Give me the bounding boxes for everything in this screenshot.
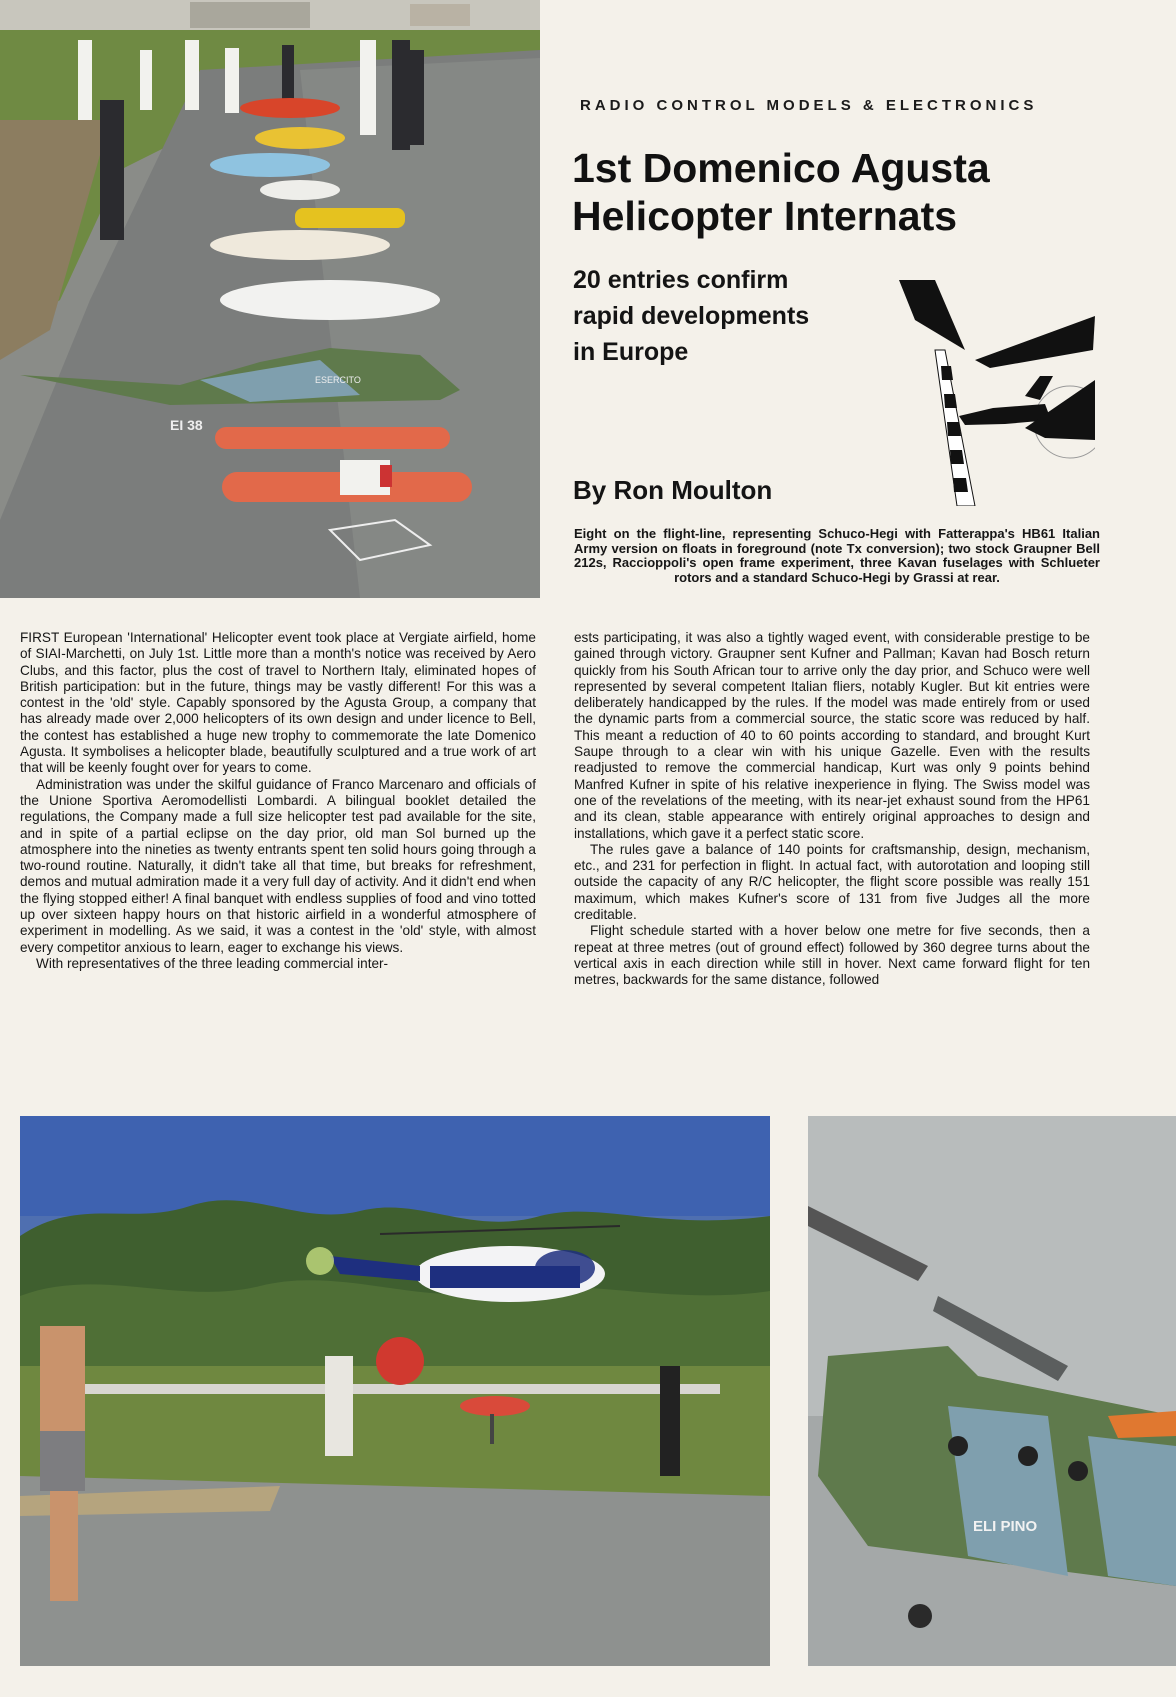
body-paragraph: FIRST European 'International' Helicopter event took place at Vergiate airfield, home of SIAI-Marchetti, on July 1st. Little more than a month's notice was received by Aero Clubs, and this factor, plus the cost of travel to Northern Italy, eliminated hopes of British participation: but in the future, things may be vastly different! For this was a contest in the 'old' style. Capably sponsored by the Agusta Group, a company that has already made over 2,000 helicopters of its own design and under licence to Bell, the contest has established a huge new trophy to commemorate the late Domenico Agusta. It symbolises a helicopter blade, beautifully sculptured and a true work of art that will be keenly fought over for years to come. xyxy=(20,630,536,776)
magazine-kicker: RADIO CONTROL MODELS & ELECTRONICS xyxy=(580,97,1038,114)
body-paragraph: Flight schedule started with a hover below one metre for five seconds, then a repeat at three metres (out of ground effect) followed by 360 degree turns about the vertical axis in each direction while still in hover. Next came forward flight for ten metres, backwards for the same distance, followed xyxy=(574,923,1090,988)
photo-hover-flight xyxy=(20,1116,770,1666)
article-column-left xyxy=(20,630,536,1110)
body-paragraph: The rules gave a balance of 140 points for craftsmanship, design, mechanism, etc., and 231 for perfection in flight. In actual fact, with autorotation and looping still outside the capacity of any R/C helicopter, the flight score possible was really 151 maximum, which makes Kufner's score of 131 from five Judges all the more creditable. xyxy=(574,841,1090,923)
body-paragraph: Administration was under the skilful guidance of Franco Marcenaro and officials of the Unione Sportiva Aeromodellisti Lombardi. A bilingual booklet detailed the regulations, the Company made a full size helicopter test pad available for the site, and in spite of a partial eclipse on the day prior, old man Sol burned up the atmosphere into the nineties as twenty entrants spent ten solid hours going through a two-round routine. Naturally, it didn't take all that time, but breaks for refreshment, demos and mutual admiration made it a very full day of activity. And it didn't end when the flying stopped either! A final banquet with endless supplies of food and vino totted up over sixteen happy hours on that historic airfield in a wonderful atmosphere of experiment in modelling. As we said, it was a contest in the 'old' style, with almost every competitor anxious to learn, eager to exchange his views. xyxy=(20,776,536,955)
photo-army-model xyxy=(808,1116,1176,1666)
article-byline: By Ron Moulton xyxy=(573,475,773,505)
article-deck: 20 entries confirm rapid developments in Europe xyxy=(573,266,810,366)
article-headline: 1st Domenico Agusta Helicopter Internats xyxy=(572,145,990,239)
photo-flight-line xyxy=(0,0,540,598)
agusta-blade-logo xyxy=(895,280,1095,506)
body-paragraph: ests participating, it was also a tightly waged event, with considerable prestige to be gained through victory. Graupner sent Kufner and Pallman; Kavan had Bosch return quickly from his South African tour to arrive only the day prior, and Schuco were well represented by several competent Italian fliers, notably Kugler. But kit entries were deliberately handicapped by the rules. If the model was made entirely from or used the dynamic parts from a commercial source, the static score was reduced by half. This meant a reduction of 40 to 60 points according to standard, and brought Kurt Saupe through to a clear win with his unique Gazelle. Even with the results readjusted to remove the commercial handicap, Kurt was only 9 points behind Manfred Kufner in spite of his relative inexperience in flying. The Swiss model was one of the revelations of the meeting, with its near-jet exhaust sound from the HP61 and its clean, stable appearance with entirely original approaches to design and installations, which gave it a perfect static score. xyxy=(574,630,1090,841)
photo-caption: Eight on the flight-line, representing Schuco-Hegi with Fatterappa's HB61 Italian Army version on floats in foreground (note Tx conversion); two stock Graupner Bell 212s, Raccioppoli's open frame experiment, three Kavan fuselages with Schlueter rotors and a standard Schuco-Hegi by Grassi at rear. xyxy=(574,526,1100,585)
army-model-reg-right: ELI PINO xyxy=(973,1518,1038,1535)
body-paragraph: With representatives of the three leading commercial inter- xyxy=(36,955,389,971)
army-model-name: ESERCITO xyxy=(315,375,361,385)
army-model-reg: EI 38 xyxy=(170,417,203,433)
article-column-right xyxy=(574,630,1090,1110)
